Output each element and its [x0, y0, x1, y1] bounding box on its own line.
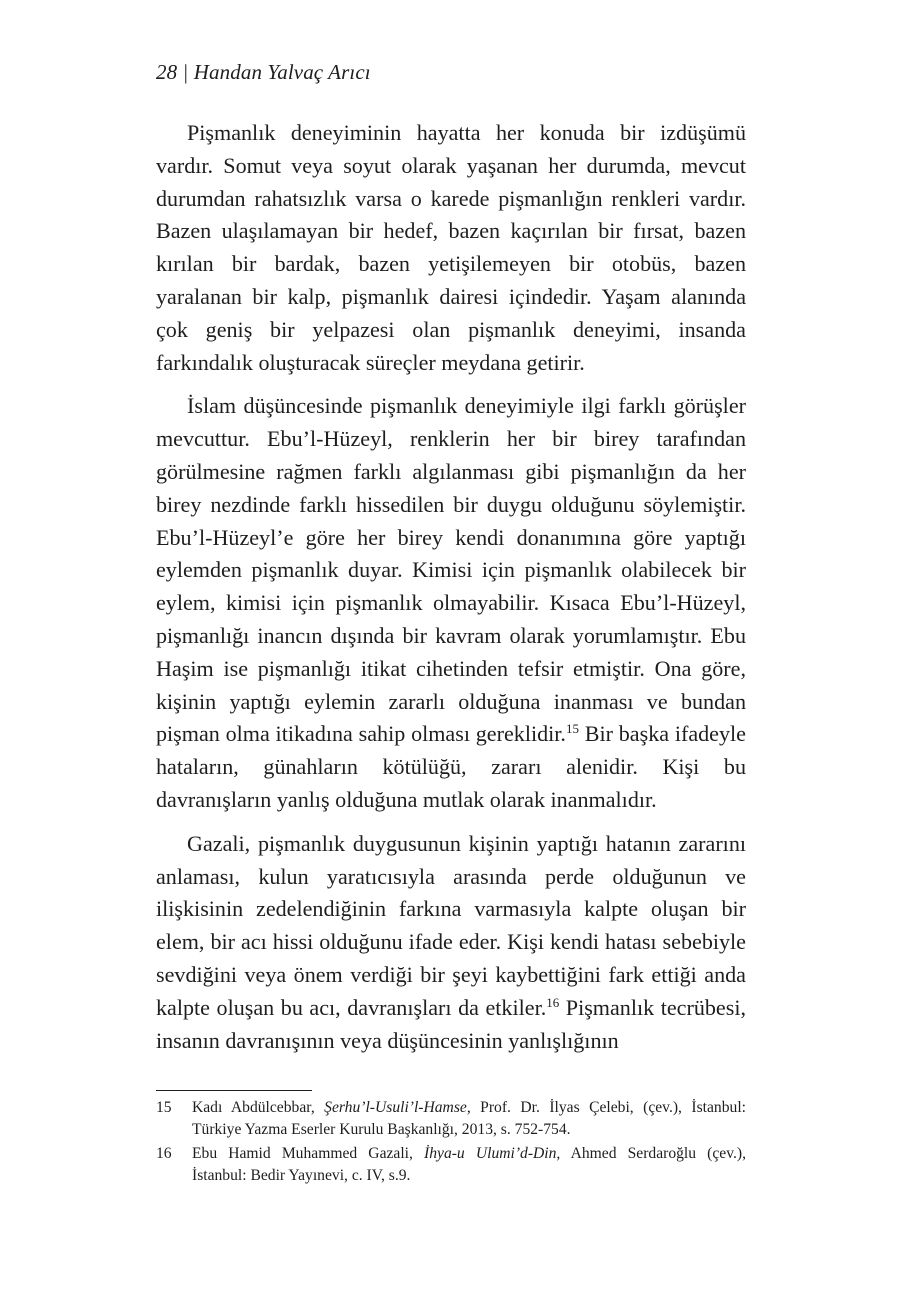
- paragraph-text: Pişmanlık deneyiminin hayatta her konuda bir izdüşümü vardır. Somut veya soyut olarak yaşanan her durumda, mevcut durumdan rahatsızlık varsa o karede pişmanlığın renkleri vardır. Bazen ulaşılamayan bir hedef, bazen kaçırılan bir fırsat, bazen kırılan bir bardak, bazen yetişilemeyen bir otobüs, bazen yaralanan bir kalp, pişmanlık dairesi içindedir. Yaşam alanında çok geniş bir yelpazesi olan pişmanlık deneyimi, insanda farkındalık oluşturacak süreçler meydana getirir.: [156, 120, 746, 375]
- footnote-reference[interactable]: 16: [546, 994, 560, 1010]
- running-head: 28 | Handan Yalvaç Arıcı: [156, 60, 371, 84]
- footnote-title: Şerhu’l-Usuli’l-Hamse: [324, 1099, 467, 1116]
- paragraph-text: Gazali, pişmanlık duygusunun kişinin yaptığı hatanın zararını anlaması, kulun yaratıcısıyla arasında perde olduğunun ve ilişkisinin zedelendiğinin farkına varmasıyla kalpte oluşan bir elem, bir acı hissi olduğunu ifade eder. Kişi kendi hatası sebebiyle sevdiğini veya önem verdiği bir şeyi kaybettiğini fark ettiği anda kalpte oluşan bu acı, davranışları da etkiler.: [156, 830, 746, 1020]
- paragraph: [156, 117, 746, 379]
- paragraph-text: Bir başka ifadeyle hataların, günahların kötülüğü, zararı alenidir. Kişi bu davranışların yanlış olduğuna mutlak olarak inanmalıdır.: [156, 721, 746, 812]
- footnotes: [156, 1097, 746, 1189]
- body-text: [156, 117, 746, 1068]
- footnote: [156, 1143, 746, 1187]
- footnote-text: [192, 1097, 746, 1141]
- footnote: [156, 1097, 746, 1141]
- footnote-number: 16: [156, 1145, 172, 1162]
- footnote-text: [192, 1143, 746, 1187]
- footnote-divider: [156, 1090, 312, 1091]
- paragraph: [156, 828, 746, 1058]
- footnote-number: 15: [156, 1099, 172, 1116]
- footnote-author: Kadı Abdülcebbar,: [192, 1099, 325, 1116]
- footnote-reference[interactable]: 15: [565, 721, 579, 737]
- footnote-author: Ebu Hamid Muhammed Gazali,: [192, 1145, 425, 1162]
- footnote-title: İhya-u Ulumi’d-Din,: [424, 1145, 561, 1162]
- paragraph-text: İslam düşüncesinde pişmanlık deneyimiyle ilgi farklı görüşler mevcuttur. Ebu’l-Hüzeyl, renklerin her bir birey tarafından görülmesine rağmen farklı algılanması gibi pişmanlığın da her birey nezdinde farklı hissedilen bir duygu olduğunu söylemiştir. Ebu’l-Hüzeyl’e göre her birey kendi donanımına göre yaptığı eylemden pişmanlık duyar. Kimisi için pişmanlık olabilecek bir eylem, kimisi için pişmanlık olmayabilir. Kısaca Ebu’l-Hüzeyl, pişmanlığı inancın dışında bir kavram olarak yorumlamıştır. Ebu Haşim ise pişmanlığı itikat cihetinden tefsir etmiştir. Ona göre, kişinin yaptığı eylemin zararlı olduğuna inanması ve bundan pişman olma itikadına sahip olması gereklidir.: [156, 393, 746, 747]
- footnote-details: Ahmed Serdaroğlu (çev.), İstanbul: Bedir Yayınevi, c. IV, s.9.: [192, 1145, 746, 1184]
- paragraph-text: Pişmanlık tecrübesi, insanın davranışının veya düşüncesinin yanlışlığının: [156, 994, 746, 1053]
- footnote-details: , Prof. Dr. İlyas Çelebi, (çev.), İstanbul: Türkiye Yazma Eserler Kurulu Başkanlığı, 2013, s. 752-754.: [192, 1099, 746, 1138]
- book-page: [156, 0, 746, 1300]
- paragraph: [156, 390, 746, 816]
